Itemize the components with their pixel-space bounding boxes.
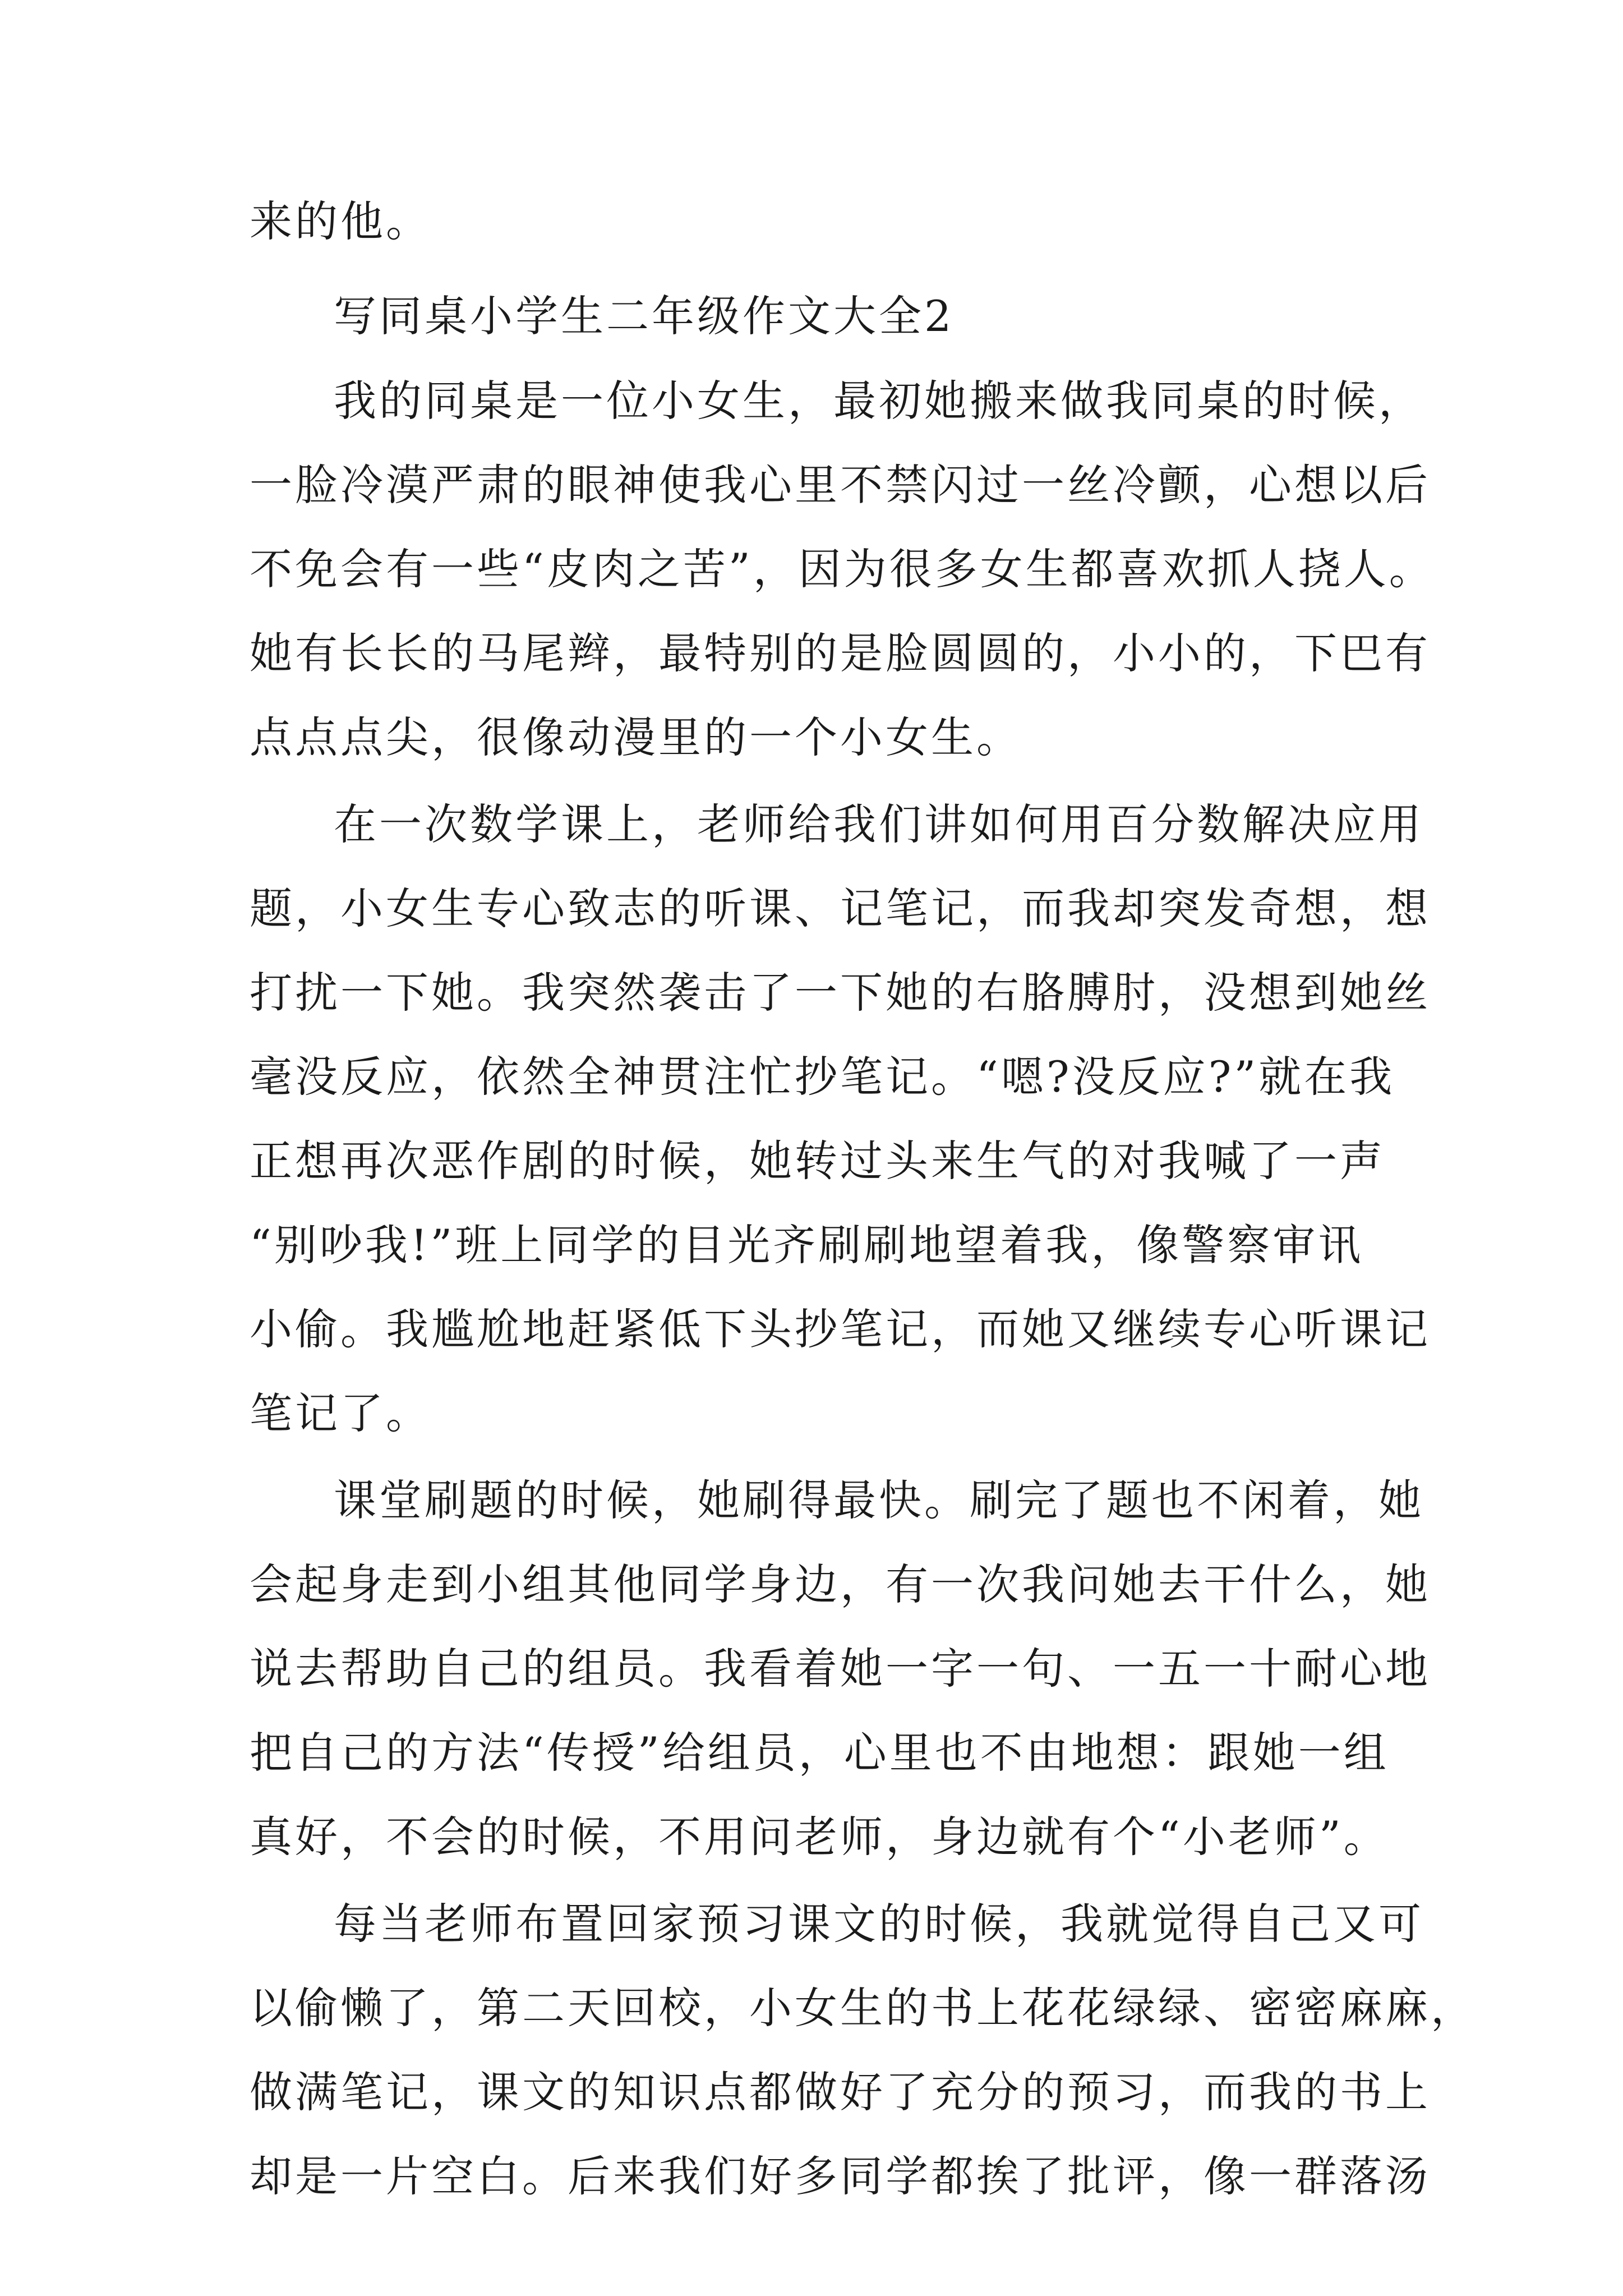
text-line: 做满笔记，课文的知识点都做好了充分的预习，而我的书上 — [250, 2067, 1431, 2117]
section-title: 写同桌小学生二年级作文大全2 — [334, 291, 955, 341]
text-line: 课堂刷题的时候，她刷得最快。刷完了题也不闲着，她 — [334, 1475, 1424, 1525]
text-line: 打扰一下她。我突然袭击了一下她的右胳膊肘，没想到她丝 — [250, 968, 1431, 1018]
text-line: 在一次数学课上，老师给我们讲如何用百分数解决应用 — [334, 799, 1424, 849]
text-line: 来的他。 — [250, 196, 431, 246]
text-line: 小偷。我尴尬地赶紧低下头抄笔记，而她又继续专心听课记 — [250, 1304, 1431, 1354]
text-line: 说去帮助自己的组员。我看着她一字一句、一五一十耐心地 — [250, 1644, 1431, 1694]
text-line: 不免会有一些“皮肉之苦”，因为很多女生都喜欢抓人挠人。 — [250, 544, 1435, 594]
text-line: “别吵我!”班上同学的目光齐刷刷地望着我，像警察审讯 — [250, 1220, 1364, 1270]
text-line: 每当老师布置回家预习课文的时候，我就觉得自己又可 — [334, 1899, 1424, 1949]
text-line: 毫没反应，依然全神贯注忙抄笔记。“嗯?没反应?”就在我 — [250, 1052, 1395, 1102]
text-line: 把自己的方法“传授”给组员，心里也不由地想：跟她一组 — [250, 1728, 1389, 1778]
text-line: 却是一片空白。后来我们好多同学都挨了批评，像一群落汤 — [250, 2151, 1431, 2201]
text-line: 点点点尖，很像动漫里的一个小女生。 — [250, 712, 1022, 762]
text-line: 我的同桌是一位小女生，最初她搬来做我同桌的时候， — [334, 376, 1424, 426]
text-line: 会起身走到小组其他同学身边，有一次我问她去干什么，她 — [250, 1559, 1431, 1609]
text-line: 真好，不会的时候，不用问老师，身边就有个“小老师”。 — [250, 1812, 1389, 1862]
text-line: 她有长长的马尾辫，最特别的是脸圆圆的，小小的，下巴有 — [250, 628, 1431, 678]
text-line: 题，小女生专心致志的听课、记笔记，而我却突发奇想，想 — [250, 884, 1431, 933]
text-line: 笔记了。 — [250, 1388, 431, 1438]
text-line: 一脸冷漠严肃的眼神使我心里不禁闪过一丝冷颤，心想以后 — [250, 460, 1431, 510]
text-line: 以偷懒了，第二天回校，小女生的书上花花绿绿、密密麻麻， — [250, 1983, 1476, 2033]
text-line: 正想再次恶作剧的时候，她转过头来生气的对我喊了一声 — [250, 1136, 1385, 1186]
